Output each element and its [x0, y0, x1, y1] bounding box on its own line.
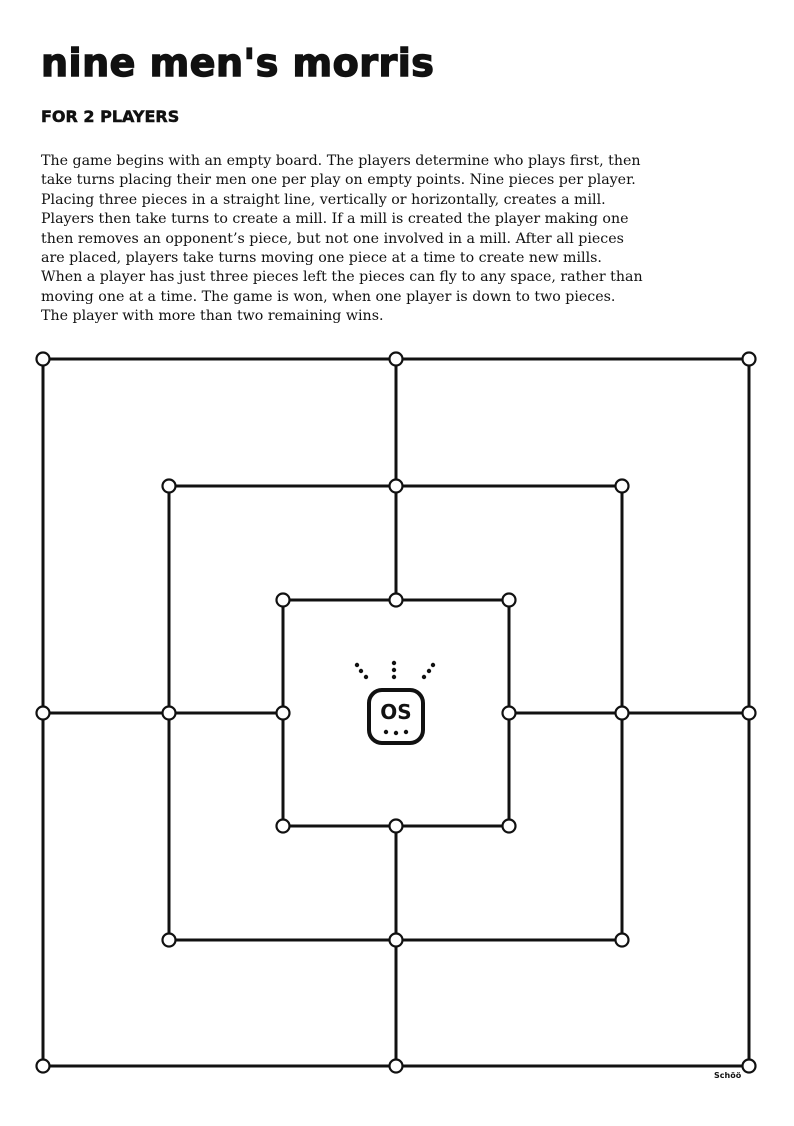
board-point-middle-top-left[interactable]: [163, 480, 176, 493]
ray-dot: [392, 668, 396, 672]
ray-dot: [364, 675, 368, 679]
os-logo: [355, 661, 435, 743]
board-point-outer-top-center[interactable]: [390, 353, 403, 366]
board-point-inner-top-right[interactable]: [503, 594, 516, 607]
ray-dot: [422, 675, 426, 679]
rules-line: Placing three pieces in a straight line, vertically or horizontally, creates a mill.: [41, 191, 606, 208]
board-point-inner-bottom-left[interactable]: [277, 820, 290, 833]
ray-dot: [355, 663, 359, 667]
board-point-outer-bottom-left[interactable]: [37, 1060, 50, 1073]
board-point-inner-top-center[interactable]: [390, 594, 403, 607]
board-point-outer-bottom-center[interactable]: [390, 1060, 403, 1073]
logo-dot: [394, 731, 398, 735]
board-point-inner-middle-right[interactable]: [503, 707, 516, 720]
board-point-middle-middle-left[interactable]: [163, 707, 176, 720]
board-point-middle-top-right[interactable]: [616, 480, 629, 493]
ray-dot: [359, 669, 363, 673]
board-point-inner-bottom-center[interactable]: [390, 820, 403, 833]
board-point-middle-bottom-right[interactable]: [616, 934, 629, 947]
board-point-middle-bottom-left[interactable]: [163, 934, 176, 947]
board-point-outer-top-right[interactable]: [743, 353, 756, 366]
board-point-inner-top-left[interactable]: [277, 594, 290, 607]
rules-line: The game begins with an empty board. The players determine who plays first, then: [41, 153, 641, 169]
board-point-outer-middle-left[interactable]: [37, 707, 50, 720]
logo-dot: [404, 730, 408, 734]
rules-line: take turns placing their men one per play on empty points. Nine pieces per player.: [41, 172, 636, 189]
board-point-middle-bottom-center[interactable]: [390, 934, 403, 947]
board-point-inner-middle-left[interactable]: [277, 707, 290, 720]
ray-dot: [392, 675, 396, 679]
page-title: nine men's morris: [41, 41, 435, 85]
rules-line: When a player has just three pieces left the pieces can fly to any space, rather than: [41, 269, 643, 286]
rules-line: moving one at a time. The game is won, when one player is down to two pieces.: [41, 288, 616, 305]
rules-line: are placed, players take turns moving one piece at a time to create new mills.: [41, 250, 602, 267]
board-point-middle-middle-right[interactable]: [616, 707, 629, 720]
artist-signature: Schöö: [714, 1071, 742, 1080]
page-subtitle: FOR 2 PLAYERS: [41, 107, 180, 126]
ray-dot: [427, 669, 431, 673]
ray-dot: [392, 661, 396, 665]
rules-line: then removes an opponent’s piece, but not one involved in a mill. After all pieces: [41, 230, 624, 247]
board-point-middle-top-center[interactable]: [390, 480, 403, 493]
logo-text: OS: [380, 700, 412, 724]
board-point-outer-top-left[interactable]: [37, 353, 50, 366]
board-point-outer-middle-right[interactable]: [743, 707, 756, 720]
board-point-outer-bottom-right[interactable]: [743, 1060, 756, 1073]
rules-line: The player with more than two remaining wins.: [41, 308, 384, 325]
ray-dot: [431, 663, 435, 667]
logo-dot: [384, 730, 388, 734]
rules-line: Players then take turns to create a mill. If a mill is created the player making one: [41, 211, 629, 228]
board-point-inner-bottom-right[interactable]: [503, 820, 516, 833]
